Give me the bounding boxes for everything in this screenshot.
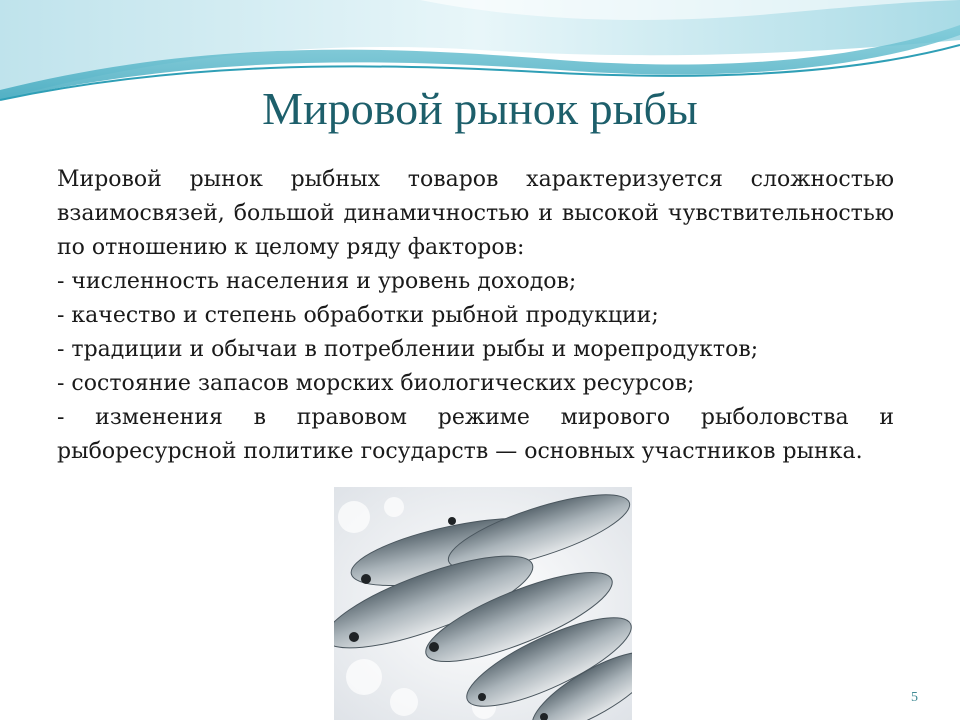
fish-on-ice-photo: [334, 487, 632, 720]
factor-item: - состояние запасов морских биологических ресурсов;: [57, 371, 695, 396]
factor-item: - традиции и обычаи в потреблении рыбы и морепродуктов;: [57, 337, 759, 362]
intro-paragraph: Мировой рынок рыбных товаров характеризуется сложностью взаимосвязей, большой динамичностью и высокой чувствительностью по отношению к целому ряду факторов:: [57, 167, 894, 260]
slide-body: [57, 163, 894, 469]
factor-item: - изменения в правовом режиме мирового рыболовства и рыборесурсной политике государств — основных участников рынка.: [57, 405, 894, 464]
slide-title: Мировой рынок рыбы: [262, 83, 698, 134]
factor-item: - качество и степень обработки рыбной продукции;: [57, 303, 659, 328]
factor-item: - численность населения и уровень доходов;: [57, 269, 577, 294]
page-number: 5: [911, 690, 918, 705]
